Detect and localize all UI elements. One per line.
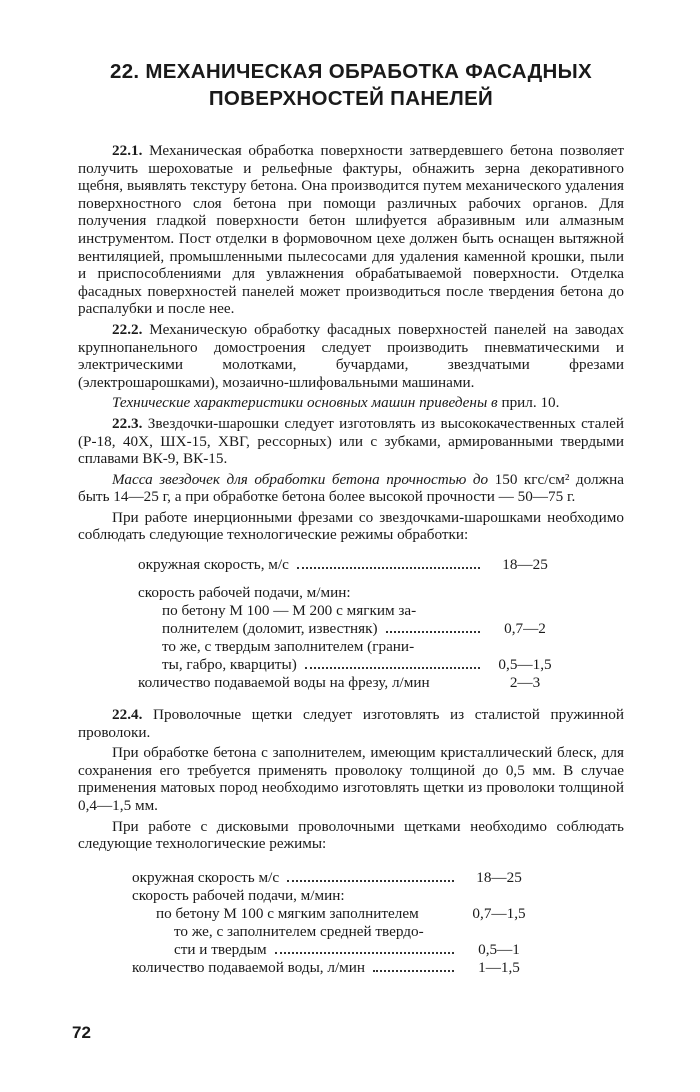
italic-text: Технические характеристики основных машин приведены в (112, 394, 498, 412)
clause-number: 22.2. (112, 320, 143, 338)
param-header-feed: скорость рабочей подачи, м/мин: (138, 584, 351, 602)
paragraph-text: 150 кгс/см² должна быть 14—25 г, а при обработке бетона более высокой прочности — 50—75 г. (78, 470, 624, 506)
clause-number: 22.3. (112, 414, 143, 432)
param-header-feed: скорость рабочей подачи, м/мин: (132, 886, 345, 904)
param-value: 1—1,5 (478, 958, 520, 976)
dot-leader (287, 880, 454, 882)
page-number: 72 (72, 1023, 91, 1042)
param-line: по бетону М 100 — М 200 с мягким за- (162, 602, 417, 620)
paragraph-crystalline: При обработке бетона с заполнителем, имеющим кристаллический блеск, для сохранения его требуется применять проволоку толщиной до 0,5 мм. В случае применения матовых пород необходимо изготовлять щетки из проволоки толщиной 0,4—1,5 мм. (78, 744, 624, 815)
param-row-speed (138, 556, 560, 574)
param-label: сти и твердым (174, 940, 267, 958)
dot-leader (297, 567, 480, 569)
clause-number: 22.1. (112, 142, 143, 159)
param-row-speed (132, 869, 534, 887)
param-label: ты, габро, кварциты) (162, 656, 297, 674)
paragraph-22-3 (78, 415, 624, 468)
param-row-hard (138, 656, 560, 674)
param-value: 0,5—1,5 (498, 656, 552, 674)
param-value: 2—3 (509, 674, 541, 692)
paragraph-text: Проволочные щетки следует изготовлять из сталистой пружинной проволоки. (78, 706, 624, 741)
param-row-soft (138, 620, 560, 638)
parameters-table-brushes (132, 869, 534, 977)
paragraph-text: Механическую обработку фасадных поверхностей панелей на заводах крупнопанельного домостроения следует производить пневматическими и электрическими молотками, бучардами, звездчатыми фрезами (электрошарошками), мозаично-шлифовальными машинами. (78, 320, 624, 391)
paragraph-text: Звездочки-шарошки следует изготовлять из высококачественных сталей (Р-18, 40Х, ШХ-15, ХВГ, рессорных) или с зубками, армированными твердыми сплавами ВК-9, ВК-15. (78, 414, 624, 468)
param-row-mid (132, 941, 534, 959)
dot-leader (305, 667, 480, 669)
param-value: 0,5—1 (478, 940, 520, 958)
clause-number: 22.4. (112, 706, 143, 724)
param-label: количество подаваемой воды на фрезу, л/мин (138, 674, 430, 692)
parameters-table-cutters (138, 556, 560, 692)
param-label: количество подаваемой воды, л/мин (132, 958, 366, 976)
param-label: окружная скорость м/с (132, 868, 280, 886)
param-row-soft (132, 905, 534, 923)
paragraph-22-1 (78, 142, 624, 318)
param-value: 0,7—1,5 (472, 904, 526, 922)
paragraph-tech-characteristics (78, 394, 624, 412)
param-row-water (138, 674, 560, 692)
section-title-line-1: 22. МЕХАНИЧЕСКАЯ ОБРАБОТКА ФАСАДНЫХ (110, 60, 592, 83)
dot-leader (386, 631, 480, 633)
paragraph-mass (78, 471, 624, 506)
paragraph-22-4 (78, 706, 624, 741)
paragraph-22-2 (78, 321, 624, 391)
param-label: полнителем (доломит, известняк) (162, 620, 378, 638)
paragraph-text: прил. 10. (497, 394, 560, 412)
dot-leader (275, 952, 454, 954)
param-row-water (132, 959, 534, 977)
paragraph-disc-brushes: При работе с дисковыми проволочными щетками необходимо соблюдать следующие технологические режимы: (78, 817, 624, 853)
italic-text: Масса звездочек для обработки бетона прочностью до (112, 470, 489, 488)
param-line: то же, с заполнителем средней твердо- (174, 922, 424, 940)
param-value: 18—25 (502, 556, 548, 574)
section-title-line-2: ПОВЕРХНОСТЕЙ ПАНЕЛЕЙ (208, 87, 494, 110)
paragraph-text: Механическая обработка поверхности затвердевшего бетона позволяет получить шероховатые и рельефные фактуры, обнажить зерна декоративного щебня, выявлять текстуру бетона. Она производится путем механического удаления поверхностного слоя бетона при помощи различных рабочих органов. Для получения гладкой поверхности бетон шлифуется абразивным или алмазным инструментом. Пост отделки в формовочном цехе должен быть оснащен вытяжной вентиляцией, промышленными пылесосами для удаления каменной крошки, пыли и приспособлениями для увлажнения обрабатываемой поверхности. Отделка фасадных поверхностей панелей может производиться после твердения бетона до распалубки и после нее. (78, 142, 624, 318)
param-value: 0,7—2 (504, 620, 546, 638)
param-label: окружная скорость, м/с (138, 556, 289, 574)
param-line: то же, с твердым заполнителем (грани- (162, 638, 415, 656)
param-value: 18—25 (476, 868, 522, 886)
dot-leader (373, 970, 454, 972)
paragraph-inertial-cutters: При работе инерционными фрезами со звездочками-шарошками необходимо соблюдать следующие технологические режимы обработки: (78, 508, 624, 544)
param-label: по бетону М 100 с мягким заполнителем (156, 904, 419, 922)
section-title (78, 58, 624, 112)
